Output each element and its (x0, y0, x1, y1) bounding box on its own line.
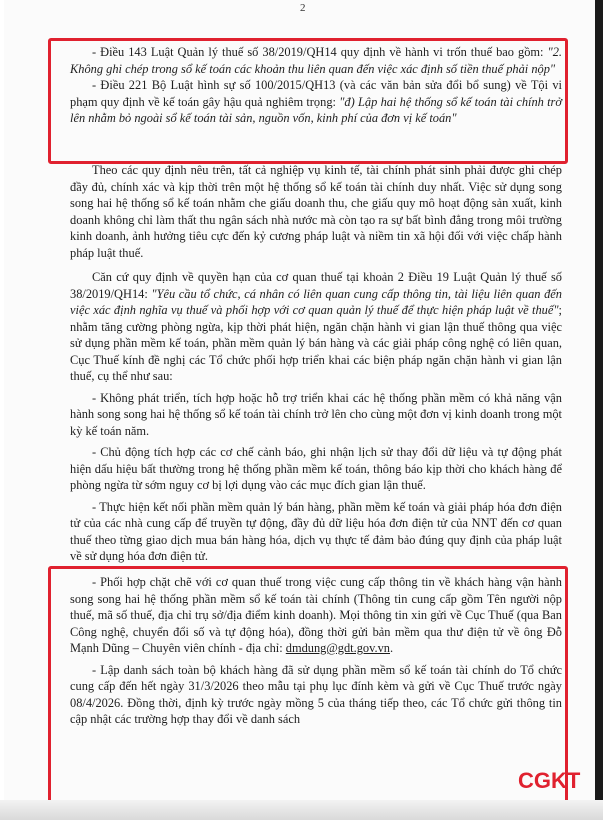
paragraph-cooperation: - Phối hợp chặt chẽ với cơ quan thuế trong việc cung cấp thông tin về khách hàng vận hành song song hai hệ thống phần mềm sổ kế toán tài chính (Thông tin cung cấp gồm Tên người nộp thuế, mã số thuế, địa chỉ trụ sở/địa điểm kinh doanh). Mọi thông tin xin gửi về Cục Thuế (qua Ban Công nghệ, chuyển đổi số và tự động hóa), đồng thời gửi bản mềm qua thư điện tử về ông Đỗ Mạnh Dũng – Chuyên viên chính - địa chỉ: dmdung@gdt.gov.vn. (70, 575, 562, 655)
page-edge-shadow (595, 0, 603, 820)
paragraph-authority: Căn cứ quy định về quyền hạn của cơ quan thuế tại khoản 2 Điều 19 Luật Quản lý thuế số 38/2019/QH14: "Yêu cầu tổ chức, cá nhân có liên quan cung cấp thông tin, tài liệu liên quan đến việc xác định nghĩa vụ thuế và phối hợp với cơ quan quản lý thuế để thực hiện pháp luật về thuế"; nhằm tăng cường phòng ngừa, kịp thời phát hiện, ngăn chặn hành vi gian lận thuế thông qua việc sử dụng phần mềm kế toán, phần mềm quản lý bán hàng và các giải pháp công nghệ có liên quan, Cục Thuế kính đề nghị các Tổ chức phối hợp triển khai các biện pháp ngăn chặn hành vi gian lận thuế, cụ thể như sau: (70, 270, 562, 383)
paragraph-article-143: - Điều 143 Luật Quản lý thuế số 38/2019/QH14 quy định về hành vi trốn thuế bao gồm: "2. Không ghi chép trong sổ kế toán các khoản thu liên quan đến việc xác định số tiền thuế phải nộp" (70, 45, 562, 76)
highlight-box-bottom (48, 566, 568, 820)
page-number: 2 (300, 2, 306, 14)
highlight-box-top (48, 38, 568, 164)
paragraph-no-dual-system: - Không phát triển, tích hợp hoặc hỗ trợ triển khai các hệ thống phần mềm có khả năng vận hành song song hai hệ thống sổ kế toán tài chính trở lên cho cùng một đơn vị kinh doanh trong một kỳ kế toán năm. (70, 390, 562, 438)
paragraph-article-221: - Điều 221 Bộ Luật hình sự số 100/2015/QH13 (và các văn bản sửa đổi bổ sung) về Tội vi phạm quy định về kế toán gây hậu quả nghiêm trọng: "đ) Lập hai hệ thống sổ kế toán tài chính trở lên nhằm bỏ ngoài sổ kế toán tài sản, nguồn vốn, kinh phí của đơn vị kế toán" (70, 78, 562, 125)
paragraph-warning-mechanisms: - Chủ động tích hợp các cơ chế cảnh báo, ghi nhận lịch sử thay đổi dữ liệu và tự động phát hiện dấu hiệu bất thường trong hệ thống phần mềm kế toán, thông báo kịp thời cho khách hàng để phòng ngừa từ sớm nguy cơ bị lợi dụng vào các mục đích gian lận thuế. (70, 445, 562, 492)
paragraph-customer-list: - Lập danh sách toàn bộ khách hàng đã sử dụng phần mềm sổ kế toán tài chính do Tổ chức cung cấp đến hết ngày 31/3/2026 theo mẫu tại phụ lục đính kèm và gửi về Cục Thuế trước ngày 08/4/2026. Đồng thời, định kỳ trước ngày mồng 5 của tháng tiếp theo, các Tổ chức gửi thông tin cập nhật các trường hợp thay đổi về danh sách (70, 662, 562, 726)
paragraph-regulation-summary: Theo các quy định nêu trên, tất cả nghiệp vụ kinh tế, tài chính phát sinh phải được ghi chép đầy đủ, chính xác và kịp thời trên một hệ thống sổ kế toán tài chính duy nhất. Việc sử dụng song song hai hệ thống sổ kế toán nhằm che giấu doanh thu, che giấu quy mô hoạt động sản xuất, kinh doanh không chỉ làm thất thu ngân sách nhà nước mà còn tạo ra sự bất bình đẳng trong môi trường kinh doanh, ảnh hưởng tiêu cực đến kỷ cương pháp luật và niềm tin xã hội đối với việc chấp hành pháp luật thuế. (70, 163, 562, 260)
watermark-label: CGKT (518, 768, 581, 793)
paragraph-einvoice-connection: - Thực hiện kết nối phần mềm quản lý bán hàng, phần mềm kế toán và giải pháp hóa đơn điện tử của các nhà cung cấp để truyền tự động, đầy đủ dữ liệu hóa đơn điện tử của NNT đến cơ quan thuế theo từng giao dịch mua bán hàng hóa, dịch vụ thực tế đảm bảo đúng quy định của pháp luật về sử dụng hóa đơn điện tử. (70, 499, 562, 563)
email-link[interactable]: dmdung@gdt.gov.vn (285, 641, 390, 655)
document-page (4, 0, 596, 820)
page-bottom-edge (0, 800, 603, 820)
main-body (70, 162, 562, 565)
